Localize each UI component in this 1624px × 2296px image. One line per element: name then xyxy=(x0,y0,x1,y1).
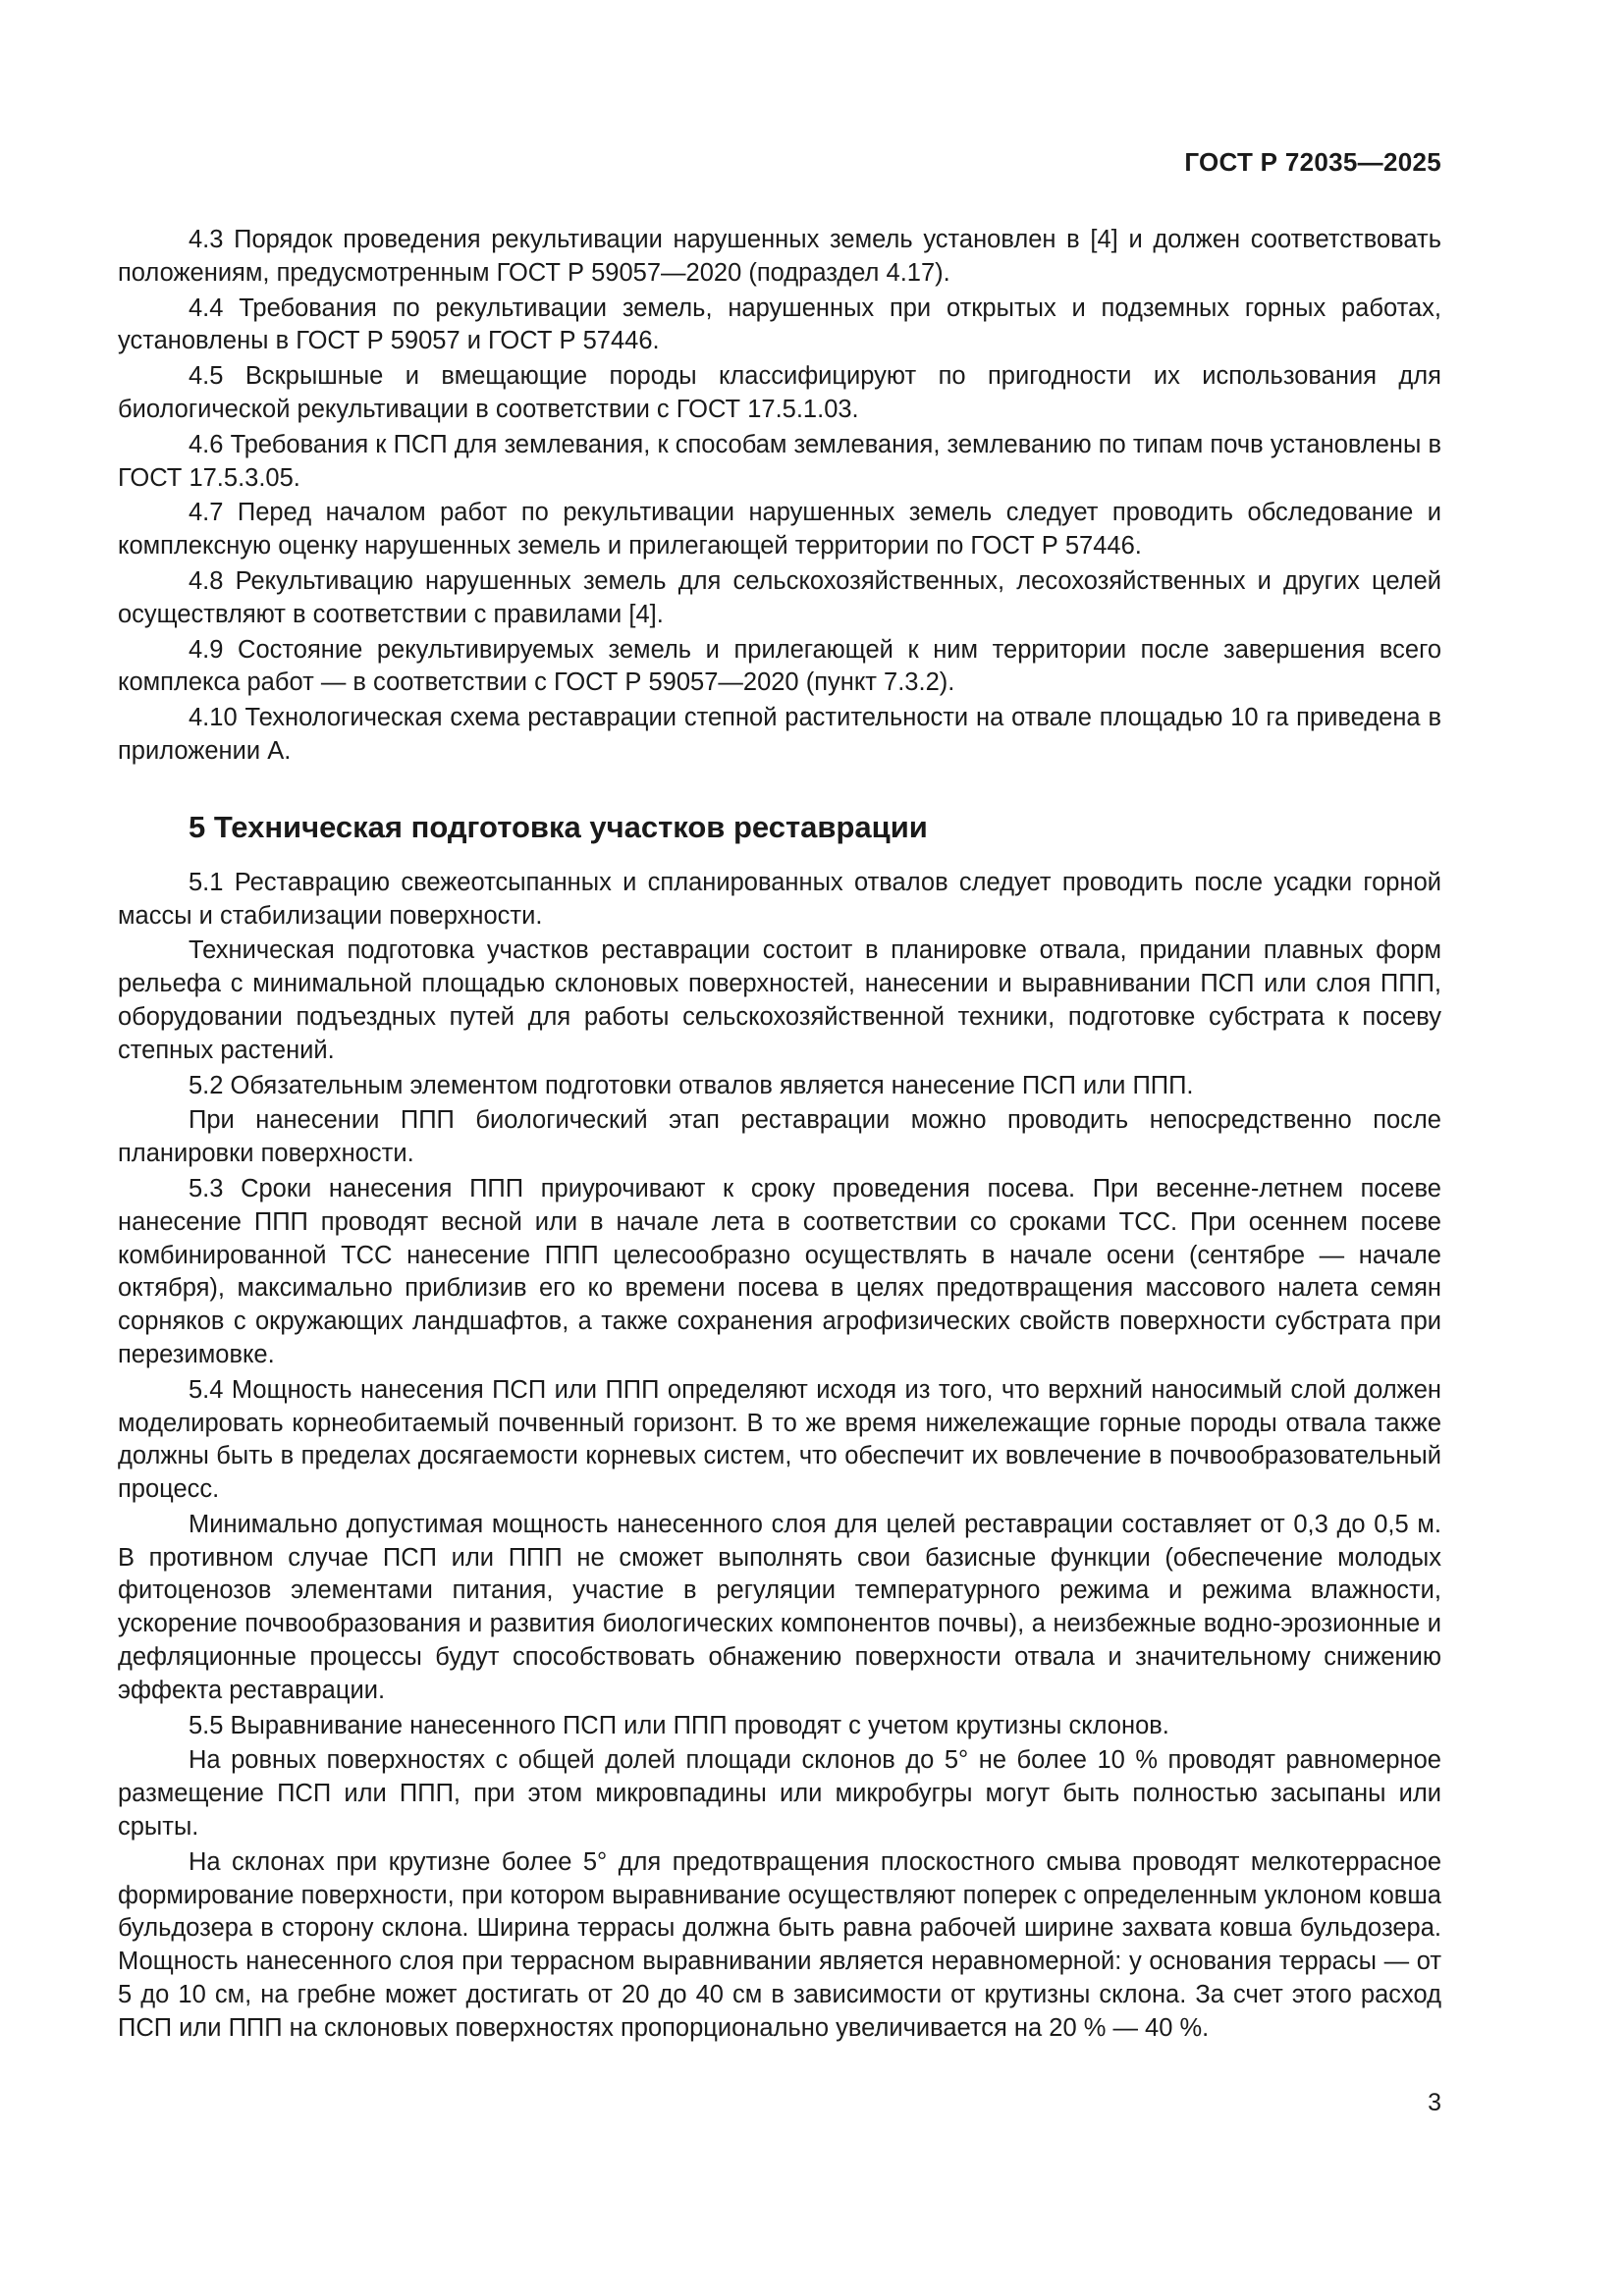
paragraph-5-2-ppp: При нанесении ППП биологический этап реставрации можно проводить непосредственно после планировки поверхности. xyxy=(118,1106,1441,1168)
paragraph-5-5: 5.5 Выравнивание нанесенного ПСП или ППП проводят с учетом крутизны склонов. xyxy=(189,1711,1169,1739)
paragraph-4-10: 4.10 Технологическая схема реставрации степной растительности на отвале площадью 10 га приведена в приложении А. xyxy=(118,704,1441,765)
document-designation: ГОСТ Р 72035—2025 xyxy=(1184,147,1441,177)
paragraph-4-4: 4.4 Требования по рекультивации земель, нарушенных при открытых и подземных горных работах, установлены в ГОСТ Р 59057 и ГОСТ Р 57446. xyxy=(118,294,1441,355)
paragraph-5-5-flat-surfaces: На ровных поверхностях с общей долей площади склонов до 5° не более 10 % проводят равномерное размещение ПСП или ППП, при этом микровпадины или микробугры могут быть полностью засыпаны или срыты. xyxy=(118,1746,1441,1842)
paragraph-5-1-technical-prep: Техническая подготовка участков реставрации состоит в планировке отвала, придании плавных форм рельефа с минимальной площадью склоновых поверхностей, нанесении и выравнивании ПСП или слоя ППП, оборудовании подъездных путей для работы сельскохозяйственной техники, подготовке субстрата к посеву степных растений. xyxy=(118,936,1441,1064)
paragraph-4-9: 4.9 Состояние рекультивируемых земель и прилегающей к ним территории после завершения всего комплекса работ — в соответствии с ГОСТ Р 59057—2020 (пункт 7.3.2). xyxy=(118,635,1441,697)
paragraph-5-4-min-thickness: Минимально допустимая мощность нанесенного слоя для целей реставрации составляет от 0,3 до 0,5 м. В противном случае ПСП или ППП не сможет выполнять свои базисные функции (обеспечение молодых фитоценозов элементами питания, участие в регуляции температурного режима и режима влажности, ускорение почвообразования и развития биологических компонентов почвы), а неизбежные водно-эрозионные и дефляционные процессы будут способствовать обнажению поверхности отвала и значительному снижению эффекта реставрации. xyxy=(118,1510,1441,1704)
page-number: 3 xyxy=(1428,2089,1441,2116)
paragraph-5-2: 5.2 Обязательным элементом подготовки отвалов является нанесение ПСП или ППП. xyxy=(189,1071,1194,1099)
paragraph-5-1: 5.1 Реставрацию свежеотсыпанных и спланированных отвалов следует проводить после усадки горной массы и стабилизации поверхности. xyxy=(118,868,1441,930)
paragraph-5-3: 5.3 Сроки нанесения ППП приурочивают к сроку проведения посева. При весенне-летнем посеве нанесение ППП проводят весной или в начале лета в соответствии со сроками ТСС. При осеннем посеве комбинированной ТСС нанесение ППП целесообразно осуществлять в начале осени (сентябре — начале октября), максимально приблизив его ко времени посева в целях предотвращения массового налета семян сорняков с окружающих ландшафтов, а также сохранения агрофизических свойств поверхности субстрата при перезимовке. xyxy=(118,1174,1441,1368)
paragraph-5-4: 5.4 Мощность нанесения ПСП или ППП определяют исходя из того, что верхний наносимый слой должен моделировать корнеобитаемый почвенный горизонт. В то же время нижележащие горные породы отвала также должны быть в пределах досягаемости корневых систем, что обеспечит их вовлечение в почвообразовательный процесс. xyxy=(118,1375,1441,1504)
paragraph-4-8: 4.8 Рекультивацию нарушенных земель для сельскохозяйственных, лесохозяйственных и других целей осуществляют в соответствии с правилами [4]. xyxy=(118,566,1441,628)
paragraph-4-3: 4.3 Порядок проведения рекультивации нарушенных земель установлен в [4] и должен соответствовать положениям, предусмотренным ГОСТ Р 59057—2020 (подраздел 4.17). xyxy=(118,226,1441,287)
paragraph-4-7: 4.7 Перед началом работ по рекультивации нарушенных земель следует проводить обследование и комплексную оценку нарушенных земель и прилегающей территории по ГОСТ Р 57446. xyxy=(118,499,1441,561)
paragraph-4-5: 4.5 Вскрышные и вмещающие породы классифицируют по пригодности их использования для биологической рекультивации в соответствии с ГОСТ 17.5.1.03. xyxy=(118,362,1441,423)
paragraph-4-6: 4.6 Требования к ПСП для землевания, к способам землевания, землеванию по типам почв установлены в ГОСТ 17.5.3.05. xyxy=(118,430,1441,492)
section-5-heading: 5 Техническая подготовка участков реставрации xyxy=(189,809,928,844)
page-body xyxy=(118,224,1441,2048)
paragraph-5-5-slopes: На склонах при крутизне более 5° для предотвращения плоскостного смыва проводят мелкотеррасное формирование поверхности, при котором выравнивание осуществляют поперек с определенным уклоном ковша бульдозера в сторону склона. Ширина террасы должна быть равна рабочей ширине захвата ковша бульдозера. Мощность нанесенного слоя при террасном выравнивании является неравномерной: у основания террасы — от 5 до 10 см, на гребне может достигать от 20 до 40 см в зависимости от крутизны склона. За счет этого расход ПСП или ППП на склоновых поверхностях пропорционально увеличивается на 20 % — 40 %. xyxy=(118,1847,1441,2042)
